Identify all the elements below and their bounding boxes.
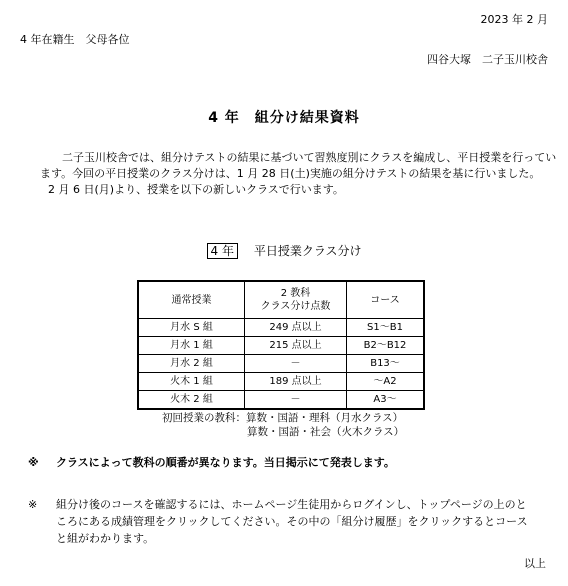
- row-course: B2～B12: [347, 337, 425, 355]
- note-mark: ※: [28, 456, 39, 469]
- first-lesson-subjects: [162, 411, 404, 439]
- header-class: 通常授業: [138, 281, 245, 319]
- table-row: [138, 319, 424, 337]
- header-course: コース: [347, 281, 425, 319]
- document-date: 2023 年 2 月: [480, 13, 548, 26]
- table-row: [138, 337, 424, 355]
- table-header-row: [138, 281, 424, 319]
- row-class: 火木 2 組: [138, 391, 245, 410]
- row-course: ～A2: [347, 373, 425, 391]
- row-class: 月水 2 組: [138, 355, 245, 373]
- closing-word: 以上: [524, 557, 546, 570]
- table-title-grade: 4 年: [207, 243, 238, 259]
- first-subjects-line1: 初回授業の教科：算数・国語・理科（月水クラス）: [162, 412, 404, 424]
- addressee: 4 年在籍生 父母各位: [20, 33, 130, 46]
- note-order: [28, 456, 395, 469]
- row-score: －: [245, 391, 347, 410]
- table-row: [138, 391, 424, 410]
- row-course: S1～B1: [347, 319, 425, 337]
- body-text: [40, 150, 560, 198]
- row-class: 月水 S 組: [138, 319, 245, 337]
- body-paragraph-1: 二子玉川校舎では、組分けテストの結果に基づいて習熟度別にクラスを編成し、平日授業を行っています。今回の平日授業のクラス分けは、1 月 28 日(土)実施の組分けテストの結果を基に行いました。: [40, 151, 557, 180]
- table-row: [138, 373, 424, 391]
- note-order-text: クラスによって教科の順番が異なります。当日掲示にて発表します。: [56, 456, 395, 469]
- row-class: 月水 1 組: [138, 337, 245, 355]
- table-title-text: 平日授業クラス分け: [253, 244, 362, 258]
- row-class: 火木 1 組: [138, 373, 245, 391]
- body-paragraph-2: 2 月 6 日(月)より、授業を以下の新しいクラスで行います。: [48, 183, 344, 196]
- note-course-check: [28, 496, 548, 547]
- row-score: 215 点以上: [245, 337, 347, 355]
- first-subjects-line2: 算数・国語・社会（火木クラス）: [247, 426, 405, 438]
- row-score: －: [245, 355, 347, 373]
- note-course-check-text: 組分け後のコースを確認するには、ホームページ生徒用からログインし、トップページの上のところにある成績管理をクリックしてください。その中の「組分け履歴」をクリックするとコースと組がわかります。: [56, 498, 528, 545]
- table-title: [0, 244, 568, 258]
- row-score: 189 点以上: [245, 373, 347, 391]
- header-score-line1: 2 教科: [280, 288, 311, 299]
- table-row: [138, 355, 424, 373]
- row-course: B13～: [347, 355, 425, 373]
- header-score: [245, 281, 347, 319]
- sender-school: 四谷大塚 二子玉川校舎: [427, 53, 548, 66]
- document-title: 4 年 組分け結果資料: [208, 110, 360, 126]
- class-table: [137, 280, 425, 410]
- row-course: A3～: [347, 391, 425, 410]
- header-score-line2: クラス分け点数: [260, 301, 331, 312]
- row-score: 249 点以上: [245, 319, 347, 337]
- note-mark: ※: [28, 498, 38, 511]
